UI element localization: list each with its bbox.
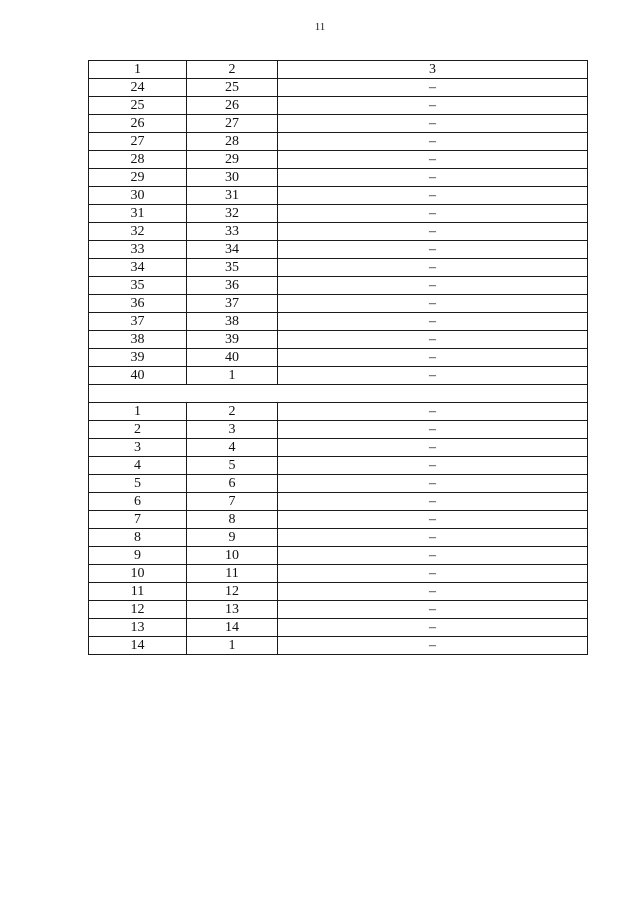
table-row	[89, 151, 588, 169]
table-row	[89, 79, 588, 97]
table-cell: 28	[89, 151, 187, 169]
page-number: 11	[314, 21, 326, 33]
table-cell: 38	[187, 313, 278, 331]
table-cell: 29	[89, 169, 187, 187]
column-header: 3	[278, 61, 588, 79]
table-cell: 14	[187, 619, 278, 637]
table-cell: 12	[187, 583, 278, 601]
table-row	[89, 403, 588, 421]
table-row	[89, 421, 588, 439]
table-cell: 11	[89, 583, 187, 601]
table-cell: –	[278, 241, 588, 259]
table-cell: 1	[89, 403, 187, 421]
table-cell: 25	[187, 79, 278, 97]
section-separator-cell	[89, 385, 588, 403]
table-cell: 3	[187, 421, 278, 439]
table-cell: –	[278, 457, 588, 475]
table-cell: 9	[89, 547, 187, 565]
table-cell: –	[278, 205, 588, 223]
table-row	[89, 169, 588, 187]
table-row	[89, 241, 588, 259]
table-cell: 33	[187, 223, 278, 241]
table-cell: 36	[89, 295, 187, 313]
table-cell: 31	[89, 205, 187, 223]
table-cell: –	[278, 367, 588, 385]
table-row	[89, 511, 588, 529]
table-cell: 9	[187, 529, 278, 547]
table-cell: –	[278, 403, 588, 421]
table-cell: 1	[187, 637, 278, 655]
table-cell: 33	[89, 241, 187, 259]
table-cell: 3	[89, 439, 187, 457]
column-header: 2	[187, 61, 278, 79]
table-cell: 30	[89, 187, 187, 205]
table-cell: 2	[89, 421, 187, 439]
table-row	[89, 475, 588, 493]
table-cell: 8	[187, 511, 278, 529]
table-cell: 38	[89, 331, 187, 349]
table-cell: 13	[187, 601, 278, 619]
table-cell: –	[278, 511, 588, 529]
table-cell: 40	[187, 349, 278, 367]
table-row	[89, 259, 588, 277]
table-cell: –	[278, 601, 588, 619]
table-cell: 31	[187, 187, 278, 205]
table-cell: 1	[187, 367, 278, 385]
table-row	[89, 565, 588, 583]
table-cell: 14	[89, 637, 187, 655]
section-separator-row	[89, 385, 588, 403]
table-row	[89, 457, 588, 475]
table-row	[89, 133, 588, 151]
table-row	[89, 115, 588, 133]
table-cell: –	[278, 295, 588, 313]
table-header-row	[89, 61, 588, 79]
table-cell: 7	[89, 511, 187, 529]
table-row	[89, 439, 588, 457]
table-cell: –	[278, 439, 588, 457]
table-cell: –	[278, 493, 588, 511]
table-row	[89, 547, 588, 565]
table-row	[89, 619, 588, 637]
table-cell: 26	[187, 97, 278, 115]
table-row	[89, 637, 588, 655]
table-cell: 6	[89, 493, 187, 511]
table-row	[89, 349, 588, 367]
table-cell: 39	[89, 349, 187, 367]
table-cell: 36	[187, 277, 278, 295]
table-cell: –	[278, 619, 588, 637]
table-cell: 25	[89, 97, 187, 115]
table-cell: –	[278, 79, 588, 97]
table-cell: 39	[187, 331, 278, 349]
table-cell: 8	[89, 529, 187, 547]
table-cell: –	[278, 583, 588, 601]
table-cell: 5	[187, 457, 278, 475]
table-cell: 37	[89, 313, 187, 331]
table-cell: 10	[187, 547, 278, 565]
table-cell: –	[278, 223, 588, 241]
table-cell: 6	[187, 475, 278, 493]
table-cell: –	[278, 187, 588, 205]
table-cell: 32	[187, 205, 278, 223]
table-cell: –	[278, 529, 588, 547]
table-row	[89, 205, 588, 223]
table-cell: –	[278, 313, 588, 331]
table-row	[89, 97, 588, 115]
table-cell: 28	[187, 133, 278, 151]
table-row	[89, 313, 588, 331]
table-row	[89, 601, 588, 619]
table-cell: –	[278, 97, 588, 115]
table-cell: –	[278, 277, 588, 295]
table-cell: 40	[89, 367, 187, 385]
column-header: 1	[89, 61, 187, 79]
table-cell: 2	[187, 403, 278, 421]
table-row	[89, 529, 588, 547]
table-cell: –	[278, 331, 588, 349]
table-row	[89, 295, 588, 313]
table-cell: 4	[89, 457, 187, 475]
table-cell: 12	[89, 601, 187, 619]
table-row	[89, 277, 588, 295]
table-row	[89, 187, 588, 205]
table-cell: –	[278, 115, 588, 133]
table-cell: 5	[89, 475, 187, 493]
table-cell: 34	[187, 241, 278, 259]
table-cell: 37	[187, 295, 278, 313]
table-cell: 30	[187, 169, 278, 187]
table-cell: –	[278, 133, 588, 151]
table-row	[89, 223, 588, 241]
table-cell: –	[278, 565, 588, 583]
table-cell: 11	[187, 565, 278, 583]
table-cell: 4	[187, 439, 278, 457]
table-cell: 7	[187, 493, 278, 511]
table-cell: 29	[187, 151, 278, 169]
table-cell: 27	[89, 133, 187, 151]
table-cell: –	[278, 421, 588, 439]
table-cell: 26	[89, 115, 187, 133]
data-table	[88, 60, 588, 655]
table-row	[89, 583, 588, 601]
table-cell: 27	[187, 115, 278, 133]
table-cell: 35	[187, 259, 278, 277]
table-row	[89, 493, 588, 511]
table-cell: 34	[89, 259, 187, 277]
table-cell: –	[278, 169, 588, 187]
table-cell: –	[278, 637, 588, 655]
table-body	[89, 61, 588, 655]
table-cell: –	[278, 151, 588, 169]
table-cell: –	[278, 475, 588, 493]
table-cell: –	[278, 259, 588, 277]
table-row	[89, 367, 588, 385]
table-row	[89, 331, 588, 349]
table-cell: –	[278, 349, 588, 367]
table-cell: –	[278, 547, 588, 565]
table-cell: 32	[89, 223, 187, 241]
table-cell: 10	[89, 565, 187, 583]
table-cell: 13	[89, 619, 187, 637]
table-cell: 35	[89, 277, 187, 295]
table-cell: 24	[89, 79, 187, 97]
